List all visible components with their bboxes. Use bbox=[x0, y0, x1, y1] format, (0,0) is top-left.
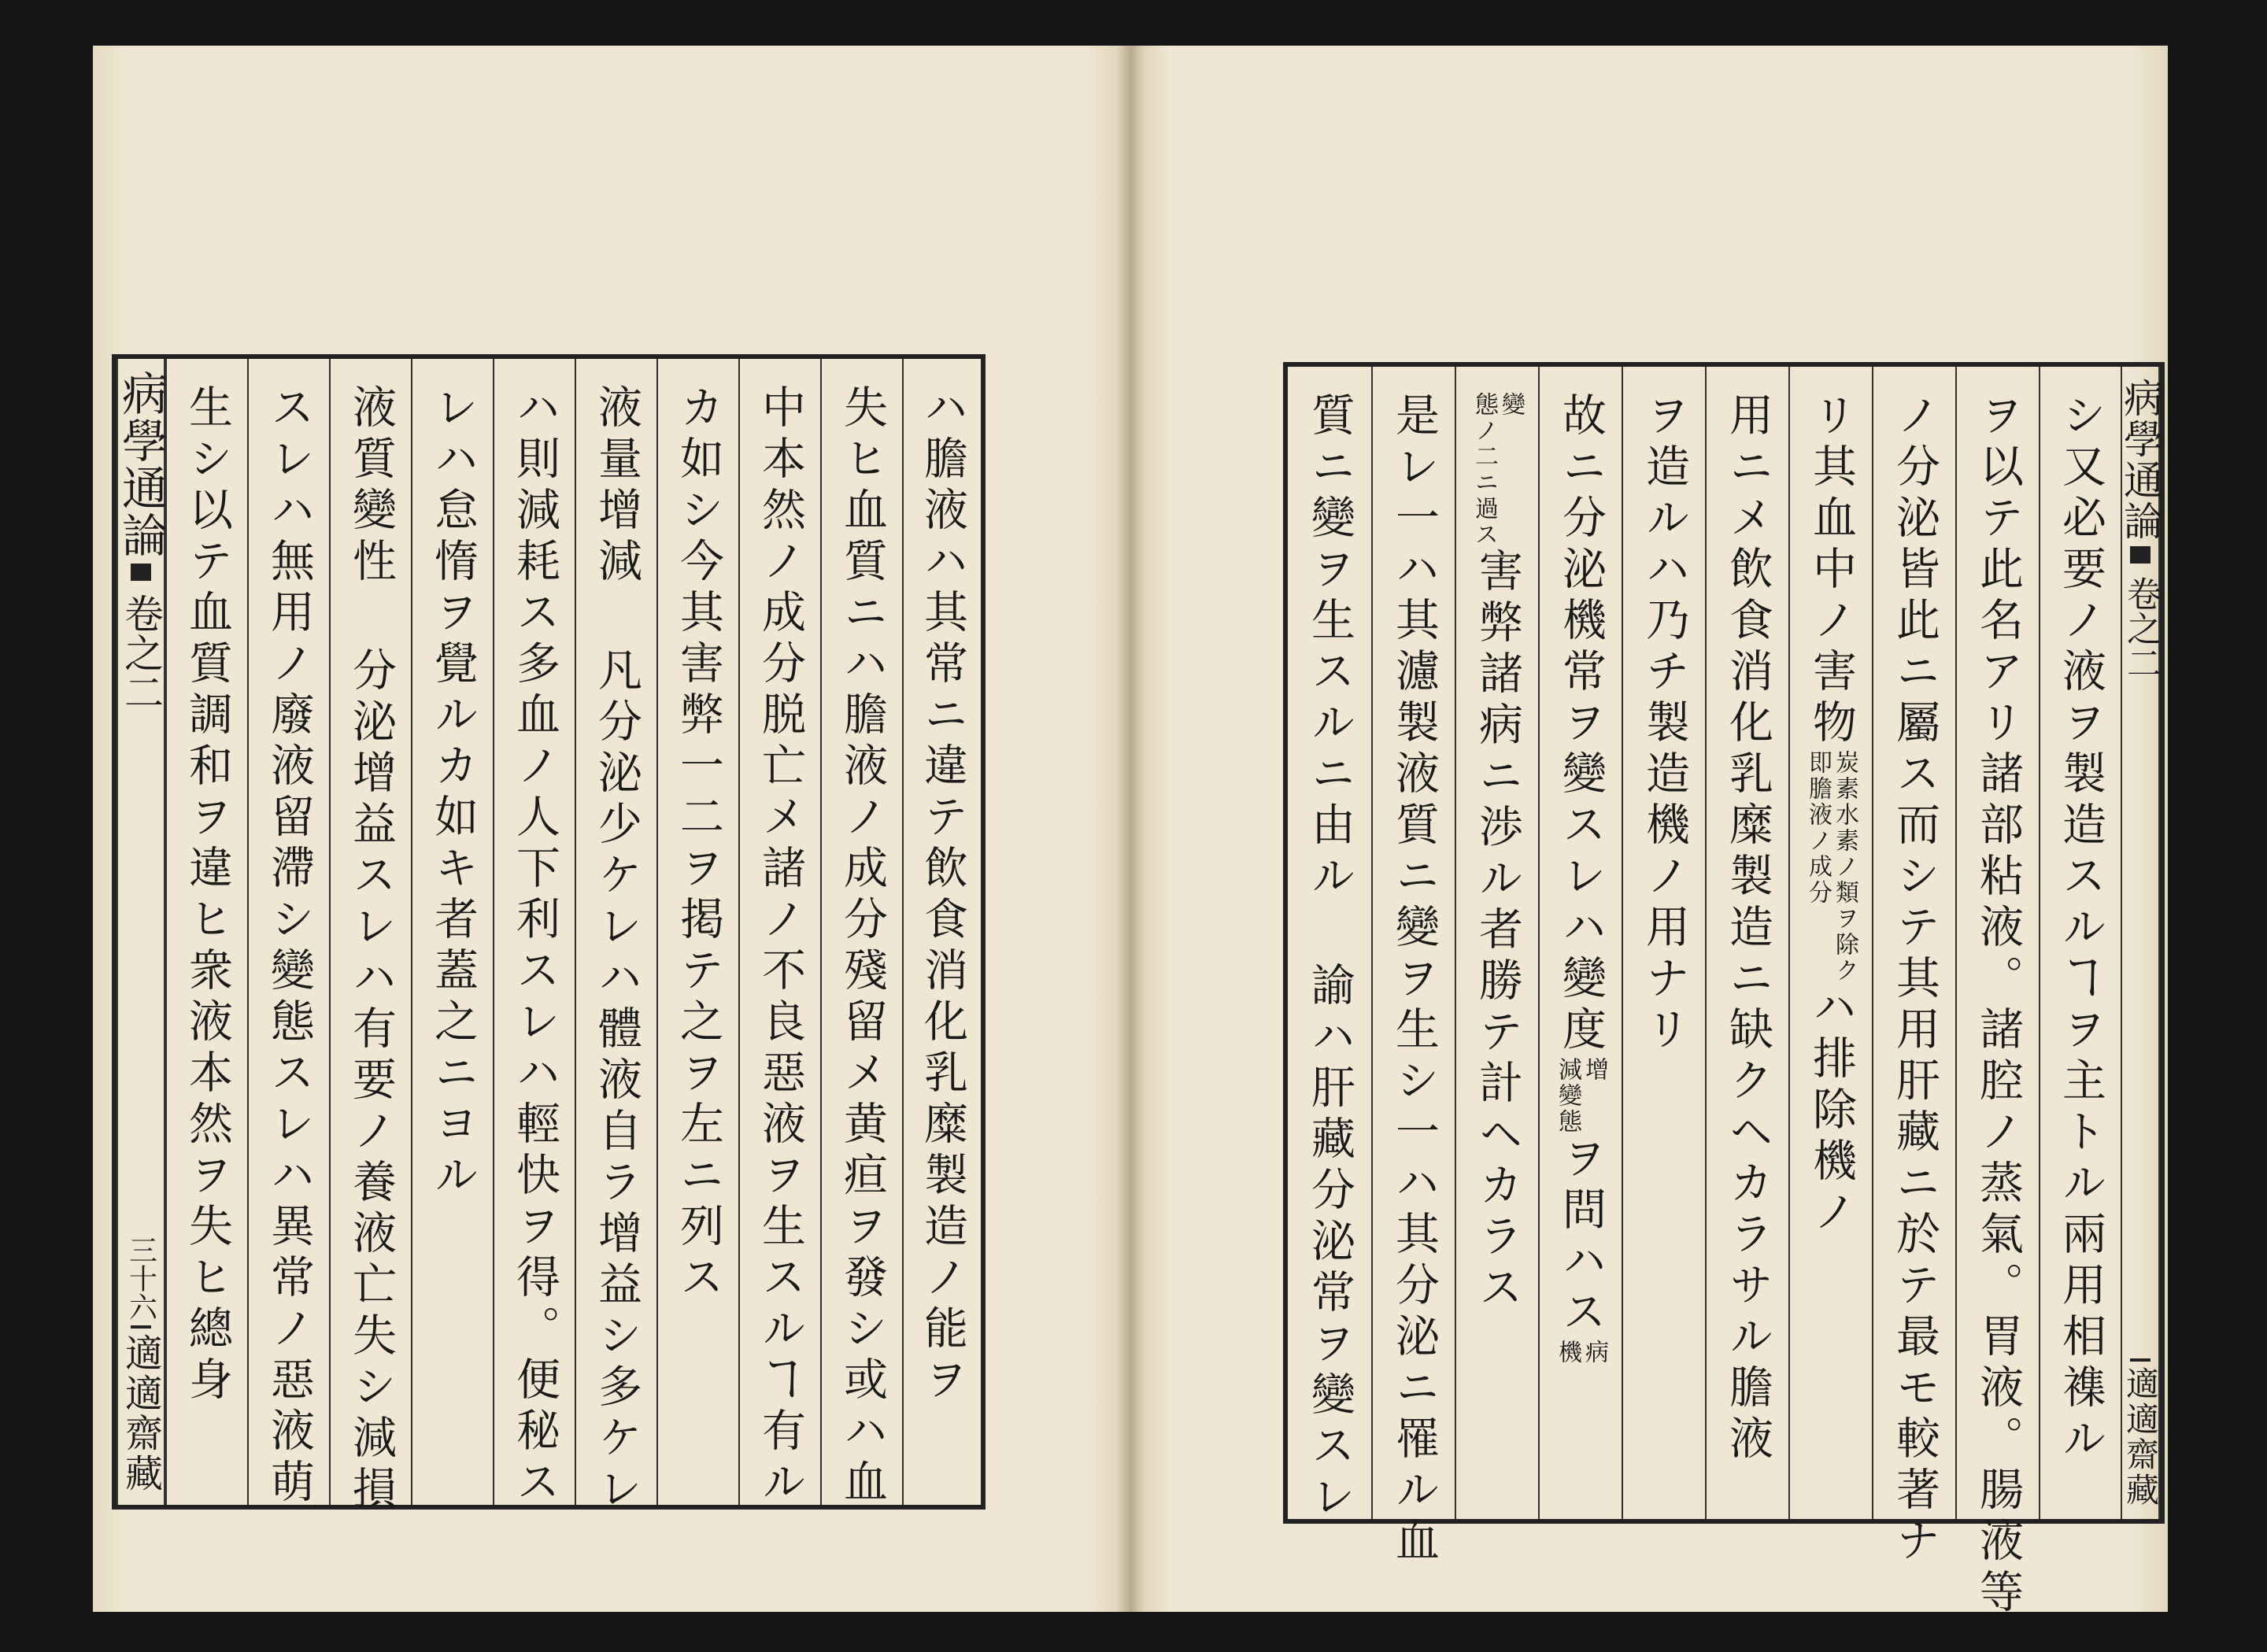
volume-label: 卷之二 bbox=[118, 593, 164, 711]
margin-rule bbox=[2130, 1358, 2151, 1362]
folio-number: 三十六 bbox=[124, 1236, 157, 1321]
text-column-6: ハ則減耗ス多血ノ人下利スレハ輕快ヲ得。便秘ス bbox=[493, 359, 575, 1505]
text-column-9: 是レ一ハ其濾製液質ニ變ヲ生シ一ハ其分泌ニ罹ル血 bbox=[1371, 367, 1455, 1519]
text-column-9: スレハ無用ノ廢液留滯シ變態スレハ異常ノ惡液萌 bbox=[247, 359, 329, 1505]
text-column-4: カ如シ今其害弊一二ヲ掲テ之ヲ左ニ列ス bbox=[656, 359, 738, 1505]
text-column-2: 失ヒ血質ニハ膽液ノ成分殘留メ黄疸ヲ發シ或ハ血 bbox=[820, 359, 902, 1505]
text-column-6: ヲ造ルハ乃チ製造機ノ用ナリ bbox=[1622, 367, 1705, 1519]
annotation-pair: 增 減變態 bbox=[1554, 1057, 1608, 1135]
text-column-3: ノ分泌皆此ニ屬ス而シテ其用肝藏ニ於テ最モ較著ナ bbox=[1872, 367, 1955, 1519]
text-column-10: 質ニ變ヲ生スルニ由ル 諭ハ肝藏分泌常ヲ變スレ bbox=[1304, 392, 1355, 1524]
text-column-2: ヲ以テ此名アリ諸部粘液。諸腔ノ蒸氣。胃液。腸液等 bbox=[1955, 367, 2039, 1519]
right-text-block bbox=[1283, 362, 2165, 1620]
publisher-label: 適適齋藏 bbox=[2121, 1366, 2160, 1508]
left-text-block bbox=[112, 354, 986, 1517]
annotation-pair: 變 態ノ二ニ過ス bbox=[1470, 392, 1525, 548]
text-column-4: リ其血中ノ害物 炭素水素ノ類ヲ除ク 即膽液ノ成分 ハ排除機ノ bbox=[1788, 367, 1872, 1519]
text-column-8: 變 態ノ二ニ過ス 害弊諸病ニ渉ル者勝テ計ヘカラス bbox=[1455, 367, 1538, 1519]
publisher-label: 適適齋藏 bbox=[118, 1333, 163, 1494]
margin-rule bbox=[131, 1325, 151, 1329]
book-title: 病學通論 bbox=[2117, 378, 2163, 541]
text-column-8: 液質變性 分泌增益スレハ有要ノ養液亡失シ減損 bbox=[329, 359, 411, 1505]
right-page-margin bbox=[2117, 367, 2163, 1519]
text-column-1: ハ膽液ハ其常ニ違テ飲食消化乳糜製造ノ能ヲ bbox=[902, 359, 981, 1505]
text-column-3: 中本然ノ成分脱亡メ諸ノ不良惡液ヲ生スルヿ有ル bbox=[738, 359, 820, 1505]
text-column-1: シ又必要ノ液ヲ製造スルヿヲ主トル兩用相襍ル bbox=[2039, 367, 2121, 1519]
volume-label: 卷之二 bbox=[2121, 576, 2161, 680]
text-column-7: 故ニ分泌機常ヲ變スレハ變度 增 減變態 ヲ問ハス 病 機 bbox=[1538, 367, 1622, 1519]
fishtail-mark bbox=[131, 564, 151, 581]
text-column-5: 液量增減 凡分泌少ケレハ體液自ラ增益シ多ケレ bbox=[575, 359, 656, 1505]
book-title: 病學通論 bbox=[114, 370, 168, 559]
annotation-pair: 病 機 bbox=[1554, 1340, 1608, 1366]
book-gutter bbox=[1116, 46, 1145, 1612]
text-column-7: レハ怠惰ヲ覺ルカ如キ者蓋之ニヨル bbox=[411, 359, 493, 1505]
text-column-10: 生シ以テ血質調和ヲ違ヒ衆液本然ヲ失ヒ總身 bbox=[165, 359, 247, 1505]
fishtail-mark bbox=[2130, 546, 2151, 564]
left-page-margin bbox=[114, 359, 168, 1505]
annotation-pair: 炭素水素ノ類ヲ除ク 即膽液ノ成分 bbox=[1804, 750, 1858, 984]
text-column-5: 用ニメ飲食消化乳糜製造ニ缺クヘカラサル膽液 bbox=[1705, 367, 1788, 1519]
